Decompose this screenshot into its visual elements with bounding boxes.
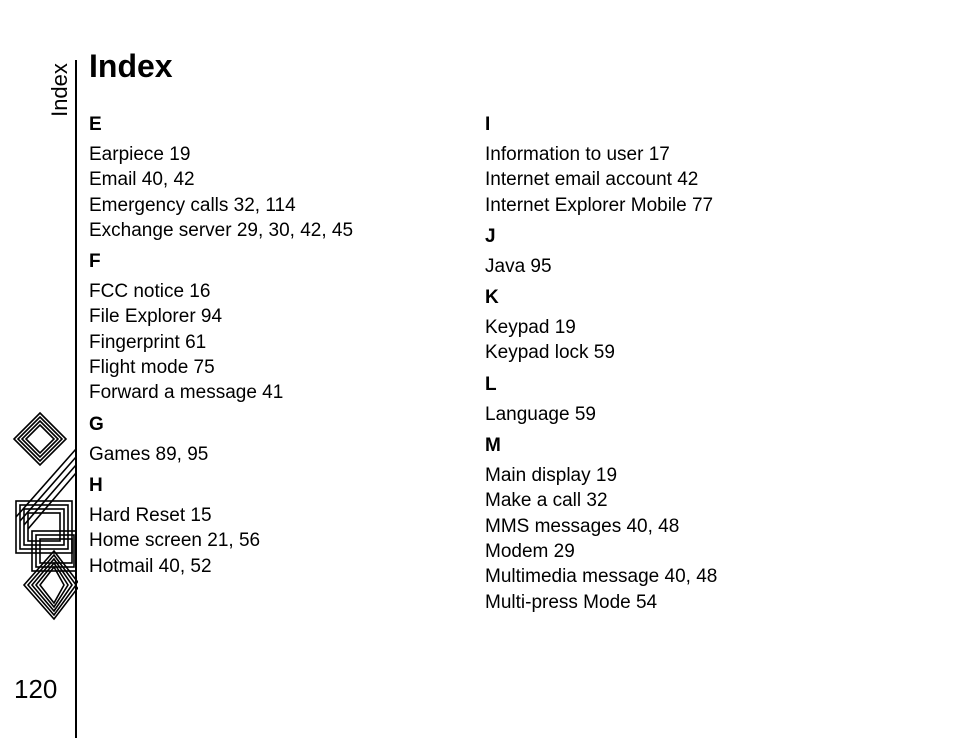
index-entry: Keypad 19	[485, 317, 576, 339]
index-letter: K	[485, 287, 499, 309]
index-entry: Language 59	[485, 403, 596, 425]
index-group-m	[485, 434, 925, 615]
index-entry: Forward a message 41	[89, 382, 284, 404]
index-group-e	[89, 113, 469, 243]
index-entry: Fingerprint 61	[89, 331, 207, 353]
index-entry: Exchange server 29, 30, 42, 45	[89, 219, 354, 241]
index-entry: Games 89, 95	[89, 443, 209, 465]
index-group-j	[485, 225, 925, 279]
page-number: 120	[14, 674, 58, 704]
index-entry: Main display 19	[485, 465, 618, 487]
index-entry: Email 40, 42	[89, 169, 195, 191]
side-rule	[75, 60, 77, 738]
index-entry: Internet Explorer Mobile 77	[485, 194, 714, 216]
index-letter: H	[89, 474, 103, 496]
index-group-i	[485, 113, 925, 218]
index-letter: M	[485, 435, 501, 457]
index-letter: L	[485, 373, 497, 395]
index-letter: E	[89, 114, 102, 135]
index-group-h	[89, 474, 469, 579]
index-entry: Emergency calls 32, 114	[89, 194, 296, 216]
index-entry: Flight mode 75	[89, 357, 215, 379]
side-section-label: Index	[47, 63, 72, 117]
index-group-g	[89, 413, 469, 467]
index-entry: File Explorer 94	[89, 306, 223, 328]
index-entry: Information to user 17	[485, 144, 670, 165]
index-entry: Java 95	[485, 255, 552, 277]
index-entry: Keypad lock 59	[485, 342, 615, 364]
page-title: Index	[89, 48, 173, 84]
index-entry: Multimedia message 40, 48	[485, 566, 718, 588]
index-group-k	[485, 286, 925, 366]
index-entry: Make a call 32	[485, 490, 608, 512]
index-group-f	[89, 250, 469, 405]
index-entry: Hotmail 40, 52	[89, 555, 212, 577]
index-letter: F	[89, 251, 101, 273]
concentric-diamonds-ornament-icon	[10, 405, 78, 625]
index-letter: I	[485, 114, 491, 135]
index-group-l	[485, 373, 925, 427]
index-column-right	[485, 113, 925, 622]
index-entry: Earpiece 19	[89, 144, 191, 165]
index-column-left	[89, 113, 469, 586]
index-entry: Multi-press Mode 54	[485, 591, 658, 613]
index-entry: Hard Reset 15	[89, 504, 212, 526]
index-entry: Internet email account 42	[485, 169, 699, 191]
index-letter: J	[485, 225, 496, 247]
index-entry: MMS messages 40, 48	[485, 515, 680, 537]
index-entry: Home screen 21, 56	[89, 530, 261, 552]
index-entry: Modem 29	[485, 540, 575, 562]
index-letter: G	[89, 413, 104, 435]
index-entry: FCC notice 16	[89, 281, 211, 303]
